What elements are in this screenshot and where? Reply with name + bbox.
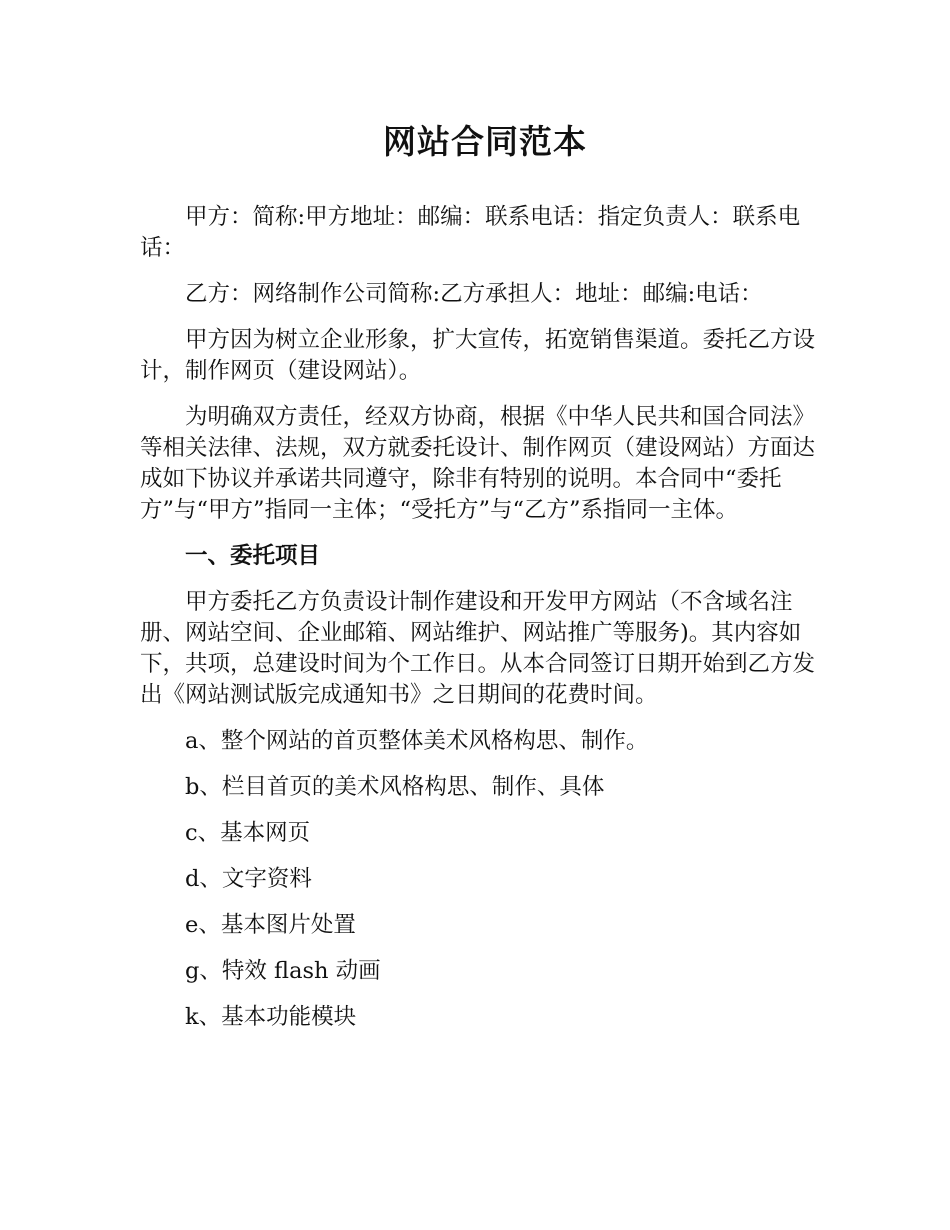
list-item: g、特效 flash 动画 xyxy=(185,958,381,984)
list-item: k、基本功能模块 xyxy=(185,1004,357,1030)
commission-paragraph: 甲方委托乙方负责设计制作建设和开发甲方网站（不含域名注册、网站空间、企业邮箱、网站维护、网站推广等服务)。其内容如下，共项，总建设时间为个工作日。从本合同签订日期开始到乙方发出《网站测试版完成通知书》之日期间的花费时间。 xyxy=(140,589,816,708)
party-a-info: 甲方：简称:甲方地址：邮编：联系电话：指定负责人：联系电话： xyxy=(140,204,801,261)
list-item: c、基本网页 xyxy=(185,820,311,846)
agreement-paragraph: 为明确双方责任，经双方协商，根据《中华人民共和国合同法》等相关法律、法规，双方就委托设计、制作网页（建设网站）方面达成如下协议并承诺共同遵守，除非有特别的说明。本合同中“委托方”与“甲方”指同一主体；“受托方”与“乙方”系指同一主体。 xyxy=(140,404,816,523)
section-heading-commission: 一、委托项目 xyxy=(185,543,321,569)
purpose-paragraph: 甲方因为树立企业形象，扩大宣传，拓宽销售渠道。委托乙方设计，制作网页（建设网站）。 xyxy=(140,327,816,384)
document-title: 网站合同范本 xyxy=(383,122,587,161)
list-item: b、栏目首页的美术风格构思、制作、具体 xyxy=(185,774,605,800)
list-item: a、整个网站的首页整体美术风格构思、制作。 xyxy=(185,728,649,754)
party-b-info: 乙方：网络制作公司简称:乙方承担人：地址：邮编:电话： xyxy=(185,281,763,307)
list-item: e、基本图片处置 xyxy=(185,912,356,938)
project-item-list xyxy=(140,726,830,1033)
list-item: d、文字资料 xyxy=(185,866,312,892)
